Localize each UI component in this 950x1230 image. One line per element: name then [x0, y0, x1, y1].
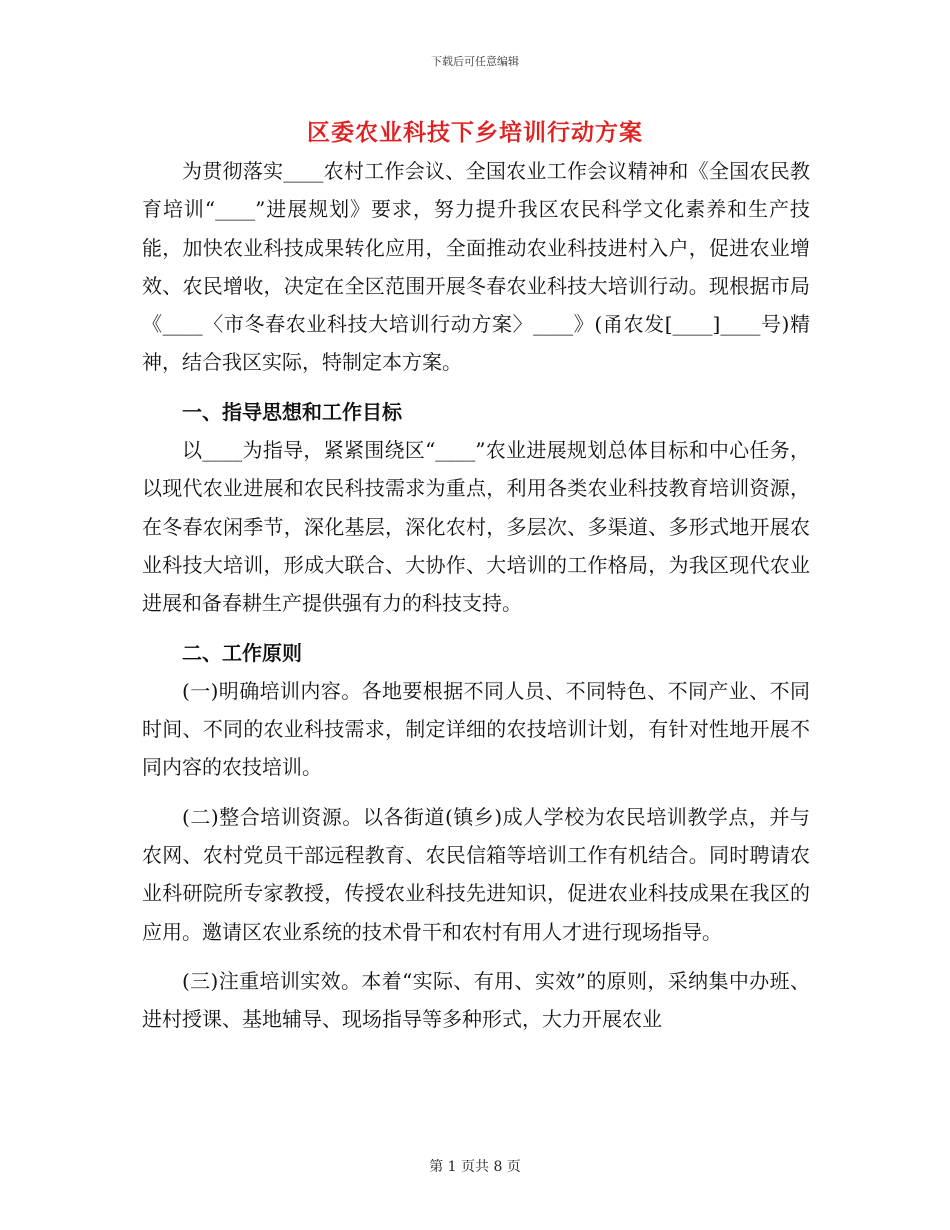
- principle-paragraph-2: (二)整合培训资源。以各街道(镇乡)成人学校为农民培训教学点，并与农网、农村党员干部远程教育、农民信箱等培训工作有机结合。同时聘请农业科研院所专家教授，传授农业科技先进知识，促进农业科技成果在我区的应用。邀请区农业系统的技术骨干和农村有用人才进行现场指导。: [142, 804, 810, 944]
- document-body: [142, 152, 810, 1039]
- page-header: 下载后可任意编辑: [431, 55, 519, 68]
- document-title: 区委农业科技下乡培训行动方案: [307, 119, 643, 146]
- section-heading-guiding-ideology: 一、指导思想和工作目标: [182, 399, 402, 424]
- section-heading-work-principles: 二、工作原则: [182, 640, 302, 665]
- intro-paragraph: 为贯彻落实____农村工作会议、全国农业工作会议精神和《全国农民教育培训“____”进展规划》要求，努力提升我区农民科学文化素养和生产技能，加快农业科技成果转化应用，全面推动农业科技进村入户，促进农业增效、农民增收，决定在全区范围开展冬春农业科技大培训行动。现根据市局《____〈市冬春农业科技大培训行动方案〉____》(甬农发[____]____号)精神，结合我区实际，特制定本方案。: [142, 159, 810, 375]
- principle-paragraph-3: (三)注重培训实效。本着“实际、有用、实效”的原则，采纳集中办班、进村授课、基地辅导、现场指导等多种形式，大力开展农业: [142, 968, 810, 1032]
- page-footer: 第 1 页共 8 页: [429, 1159, 521, 1175]
- guiding-ideology-paragraph: 以____为指导，紧紧围绕区“____”农业进展规划总体目标和中心任务，以现代农业进展和农民科技需求为重点，利用各类农业科技教育培训资源，在冬春农闲季节，深化基层，深化农村，多层次、多渠道、多形式地开展农业科技大培训，形成大联合、大协作、大培训的工作格局，为我区现代农业进展和备春耕生产提供强有力的科技支持。: [142, 438, 810, 616]
- principle-paragraph-1: (一)明确培训内容。各地要根据不同人员、不同特色、不同产业、不同时间、不同的农业科技需求，制定详细的农技培训计划，有针对性地开展不同内容的农技培训。: [142, 678, 810, 780]
